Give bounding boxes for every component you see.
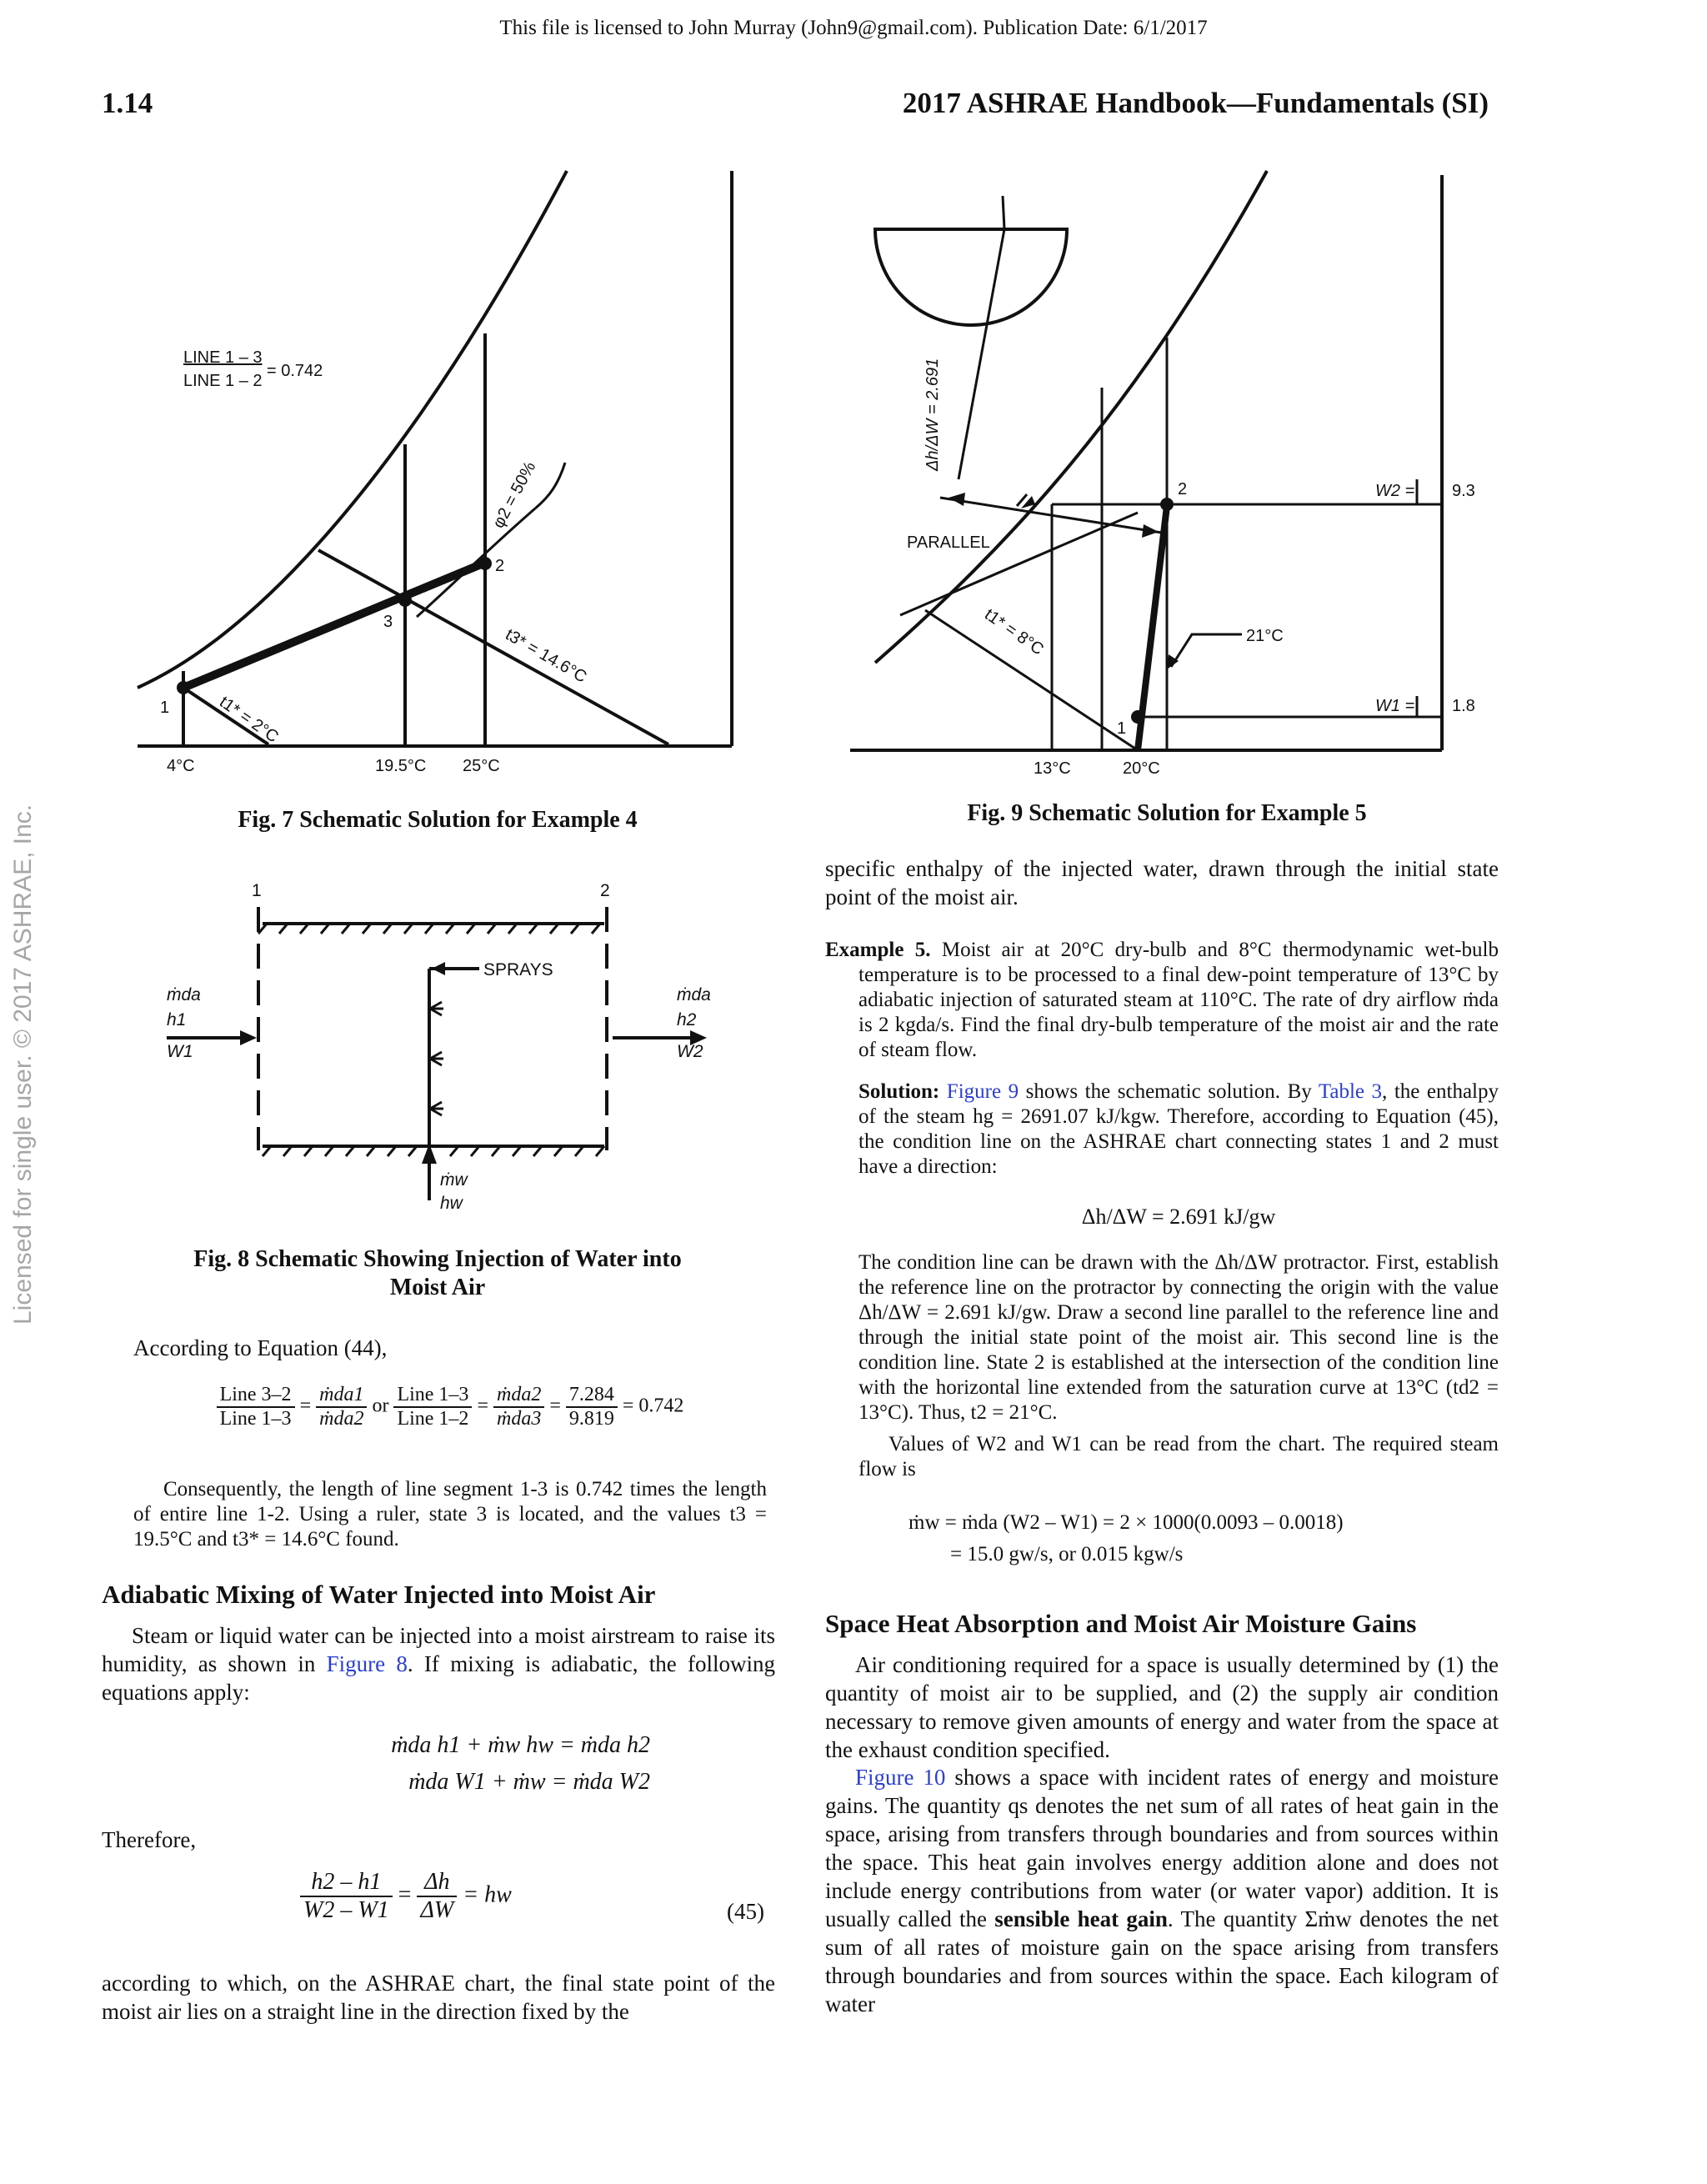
- figure-10-link[interactable]: Figure 10: [855, 1765, 946, 1790]
- eq45-num: h2 – h1: [300, 1869, 393, 1897]
- line-1-2: [183, 563, 485, 688]
- steam-flow-equation: [909, 1507, 1344, 1570]
- fig8-hw: hw: [440, 1194, 463, 1213]
- para-aircond-text: Air conditioning required for a space is usually determined by (1) the quantity of moist air to be supplied, and (2) the supply air condition necessary to remove given amounts of energy and water from the space at the exhaust condition specified.: [825, 1652, 1499, 1762]
- figure-8-link[interactable]: Figure 8: [326, 1651, 408, 1676]
- mixing-equations: [300, 1727, 650, 1801]
- eq-mw2: = 15.0 gw/s, or 0.015 kgw/s: [950, 1543, 1184, 1565]
- t1-label: t1* = 2°C: [216, 693, 282, 747]
- ratio-den: LINE 1 – 2: [183, 372, 263, 390]
- eq45-eq: =: [398, 1881, 412, 1908]
- eq-or: or: [372, 1395, 389, 1417]
- point-2: [1160, 498, 1174, 511]
- eq-mix1-rhs: = ṁda h2: [558, 1732, 650, 1758]
- fig8-w1: W1: [167, 1042, 193, 1061]
- eq45-dh: Δh: [417, 1869, 457, 1897]
- w2-value: 9.3: [1452, 482, 1475, 500]
- eq-n: 7.284: [566, 1384, 618, 1408]
- x3-label: 25°C: [463, 757, 500, 775]
- eq-mda2: ṁda2: [319, 1408, 364, 1430]
- page-number: 1.14: [102, 87, 153, 119]
- fig8-n2: 2: [600, 881, 610, 900]
- heading-space: Space Heat Absorption and Moist Air Moisture Gains: [825, 1609, 1417, 1638]
- para-specific: specific enthalpy of the injected water, drawn through the initial state point of the moist air.: [825, 856, 1499, 909]
- eq-mda2b: ṁda2: [493, 1384, 544, 1408]
- table-3-link[interactable]: Table 3: [1318, 1080, 1383, 1103]
- x1-label: 4°C: [167, 757, 195, 775]
- ratio-val: = 0.742: [267, 362, 323, 380]
- point-2: [478, 557, 492, 570]
- eq45-label: (45): [727, 1899, 764, 1924]
- eq-line13b: Line 1–3: [393, 1384, 472, 1408]
- x2-label: 20°C: [1123, 759, 1160, 778]
- p1-label: 1: [160, 699, 170, 717]
- p1-label: 1: [1117, 719, 1127, 738]
- t1-label: t1* = 8°C: [981, 605, 1047, 659]
- eq45-rhs: = hw: [463, 1881, 512, 1908]
- fig7-caption: Fig. 7 Schematic Solution for Example 4: [238, 807, 638, 833]
- fig8-h2: h2: [677, 1010, 697, 1029]
- eq-mda3: ṁda3: [496, 1408, 542, 1430]
- fig8-w2: W2: [677, 1042, 703, 1061]
- para-fig10-a: shows a space with incident rates of energy and moisture gains. The quantity qs denotes the net sum of all rates of heat gain in the space, arising from transfers through boundaries and from sources within the space. This heat gain involves energy addition alone and does not include energy contributions from water (or water vapor) addition. It is usually called the: [825, 1765, 1499, 1931]
- point-3: [398, 594, 412, 607]
- eq-line13: Line 1–3: [219, 1408, 292, 1430]
- p2-label: 2: [495, 557, 505, 575]
- eq-mix1-lhs: ṁda h1 + ṁw hw: [391, 1732, 553, 1758]
- eq-mix2-lhs: ṁda W1 + ṁw: [408, 1769, 546, 1795]
- phi2-label: φ2 = 50%: [488, 458, 540, 532]
- fig9-caption: Fig. 9 Schematic Solution for Example 5: [967, 800, 1367, 826]
- eq-mda1: ṁda1: [316, 1384, 367, 1408]
- eq-res: = 0.742: [622, 1395, 684, 1417]
- para-condition: The condition line can be drawn with the Δh/ΔW protractor. First, establish the reference line on the protractor by connecting the origin with the value Δh/ΔW = 2.691 kJ/gw. Draw a second line parallel to the reference line and through the initial state point of the moist air. This second line is the condition line. State 2 is established at the intersection of the condition line with the horizontal line extended from the saturation curve at 13°C (td2 = 13°C). Thus, t2 = 21°C.: [859, 1251, 1499, 1424]
- eq-line12: Line 1–2: [397, 1408, 469, 1430]
- solution-label: Solution:: [859, 1080, 940, 1103]
- temp21-label: 21°C: [1246, 627, 1284, 645]
- para-steam-b: . If mixing is adiabatic, the following equations apply:: [102, 1651, 775, 1705]
- solution: [859, 1079, 1499, 1180]
- fig8-mda-out: ṁda: [677, 985, 711, 1004]
- para-aircond: [825, 1651, 1499, 1764]
- figure-9-link[interactable]: Figure 9: [946, 1080, 1019, 1103]
- figure-9: [842, 163, 1509, 779]
- figure-8: [150, 875, 750, 1225]
- protractor: [875, 229, 1067, 325]
- para-values-text: Values of W2 and W1 can be read from the chart. The required steam flow is: [859, 1433, 1499, 1480]
- fig8-n1: 1: [252, 881, 262, 900]
- p2-label: 2: [1178, 480, 1188, 498]
- point-1: [177, 681, 190, 694]
- para-fig10: [825, 1763, 1499, 2018]
- header-title: 2017 ASHRAE Handbook—Fundamentals (SI): [902, 87, 1489, 119]
- t3-label: t3* = 14.6°C: [502, 625, 590, 687]
- para-according: according to which, on the ASHRAE chart, the final state point of the moist air lies on a straight line in the direction fixed by the: [102, 1971, 775, 2024]
- eq45-dw: ΔW: [420, 1897, 454, 1923]
- saturation-curve: [138, 171, 567, 688]
- parallel-label: PARALLEL: [907, 533, 990, 552]
- eq45-den: W2 – W1: [303, 1897, 389, 1923]
- w2-label: W2 =: [1375, 482, 1415, 500]
- fig8-caption-line2: Moist Air: [389, 1275, 486, 1300]
- slope-label: Δh/ΔW = 2.691: [924, 358, 942, 471]
- solution-a: shows the schematic solution. By: [1019, 1080, 1319, 1103]
- side-watermark: Licensed for single user. © 2017 ASHRAE, Inc.: [9, 804, 37, 1325]
- heading-adiabatic: Adiabatic Mixing of Water Injected into Moist Air: [102, 1580, 656, 1609]
- para-consequently: Consequently, the length of line segment 1-3 is 0.742 times the length of entire line 1-2. Using a ruler, state 3 is located, and the values t3 = 19.5°C and t3* = 14.6°C found.: [133, 1478, 767, 1550]
- eq-d: 9.819: [568, 1408, 614, 1430]
- eq-mw1: ṁw = ṁda (W2 – W1) = 2 × 1000(0.0093 – 0.0018): [909, 1511, 1344, 1534]
- fig8-mda-in: ṁda: [167, 985, 201, 1004]
- eq-mix2-rhs: = ṁda W2: [551, 1769, 650, 1795]
- fig8-caption: [125, 1245, 750, 1302]
- example-5: [825, 938, 1499, 1063]
- example5-label: Example 5.: [825, 939, 931, 961]
- ratio-num: LINE 1 – 3: [183, 348, 263, 367]
- eq-line32: Line 3–2: [217, 1384, 295, 1408]
- solution-b: , the enthalpy of the steam hg = 2691.07 kJ/kgw. Therefore, according to Equation (45), the condition line on the ASHRAE chart connecting states 1 and 2 must have a direction:: [859, 1080, 1499, 1178]
- w1-label: W1 =: [1375, 697, 1415, 715]
- according-44: According to Equation (44),: [133, 1335, 388, 1360]
- ratio-equation: $\frac{\text{Line 3–2}}{\text{Line 1–3}}$ = $\frac{\text{ṁda1}}{\text{ṁda2}}$ or $\frac{\text{Line 1–3}}{\text{Line 1–2}}$ = $\frac{\text{ṁda2}}{\text{ṁda3}}$ = $\frac{7.284}{9.819}$ = 0.742: [133, 1384, 767, 1430]
- equation-45: [300, 1869, 512, 1924]
- eq-direction: Δh/ΔW = 2.691 kJ/gw: [1081, 1205, 1276, 1229]
- example5-text: Moist air at 20°C dry-bulb and 8°C thermodynamic wet-bulb temperature is to be processed to a final dew-point temperature of 13°C by adiabatic injection of saturated steam at 110°C. The rate of dry airflow ṁda is 2 kgda/s. Find the final dry-bulb temperature of the moist air and the rate of steam flow.: [859, 939, 1499, 1061]
- p3-label: 3: [383, 613, 393, 631]
- fig8-caption-line1: Fig. 8 Schematic Showing Injection of Water into: [193, 1246, 682, 1272]
- w1-value: 1.8: [1452, 697, 1475, 715]
- fig8-sprays: SPRAYS: [483, 960, 553, 979]
- x2-label: 19.5°C: [375, 757, 427, 775]
- fig8-h1: h1: [167, 1010, 187, 1029]
- para-steam: [102, 1621, 775, 1706]
- para-steam-a: Steam or liquid water can be injected into a moist airstream to raise its humidity, as shown in: [102, 1623, 775, 1676]
- therefore: Therefore,: [102, 1827, 197, 1852]
- para-values: [859, 1432, 1499, 1482]
- point-1: [1131, 710, 1144, 724]
- figure-7: [125, 163, 750, 788]
- para-fig10-b: . The quantity Σṁw denotes the net sum of all rates of moisture gain on the space arising from transfers through boundaries and from sources within the space. Each kilogram of water: [825, 1906, 1499, 2016]
- sensible-heat-gain: sensible heat gain: [994, 1906, 1168, 1931]
- fig8-mw: ṁw: [440, 1170, 468, 1190]
- x1-label: 13°C: [1034, 759, 1071, 778]
- license-notice: This file is licensed to John Murray (John9@gmail.com). Publication Date: 6/1/2017: [499, 17, 1208, 39]
